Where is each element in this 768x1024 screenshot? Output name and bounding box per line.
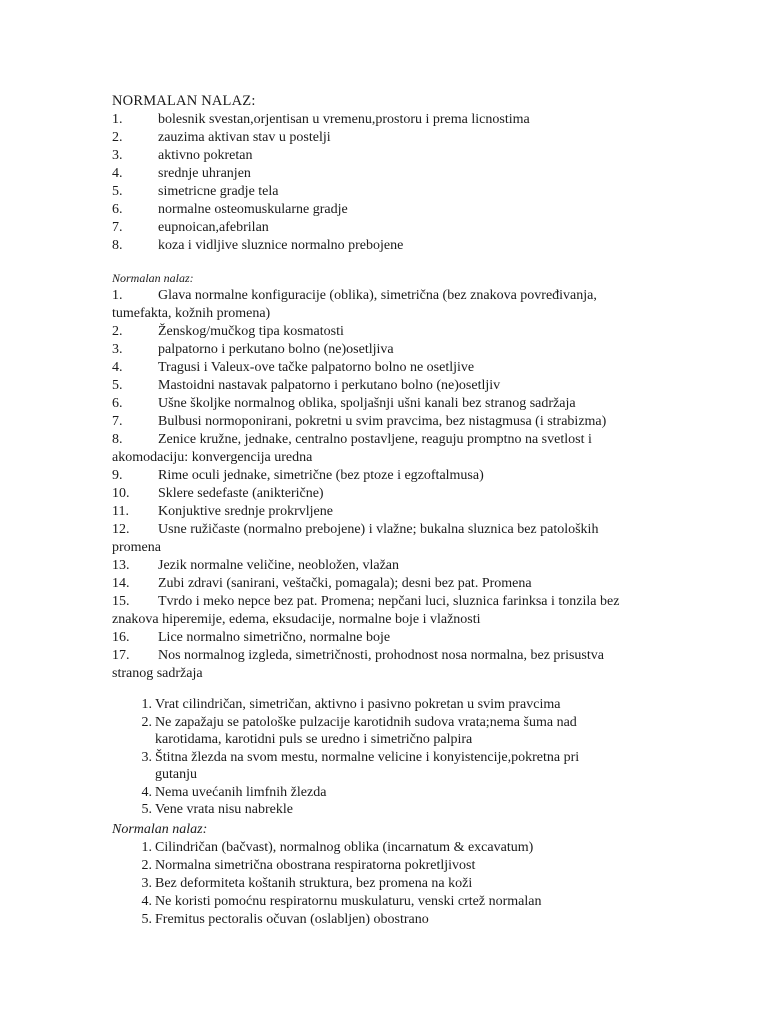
list-item: 2. Ne zapažaju se patološke pulzacije karotidnih sudova vrata;nema šuma nad karotidama, karotidni puls se uredno i simetrično palpira: [141, 714, 577, 747]
list-item: 3. aktivno pokretan: [112, 148, 253, 163]
list-item: 4. Tragusi i Valeux-ove tačke palpatorno bolno ne osetljive: [112, 360, 475, 375]
section2-list: [112, 287, 619, 683]
list-item: 5. Mastoidni nastavak palpatorno i perkutano bolno (ne)osetljiv: [112, 378, 501, 393]
list-item: 9. Rime oculi jednake, simetrične (bez ptoze i egzoftalmusa): [112, 468, 484, 483]
section4-heading: Normalan nalaz:: [112, 822, 208, 837]
list-item: 13. Jezik normalne veličine, neobložen, vlažan: [112, 558, 400, 573]
list-item: 6. normalne osteomuskularne gradje: [112, 202, 348, 217]
list-item: 4. Ne koristi pomoćnu respiratornu muskulaturu, venski crtež normalan: [141, 894, 542, 909]
list-item: 1. bolesnik svestan,orjentisan u vremenu,prostoru i prema licnostima: [112, 112, 530, 127]
list-item: 6. Ušne školjke normalnog oblika, spoljašnji ušni kanali bez stranog sadržaja: [112, 396, 576, 411]
list-item: 8. Zenice kružne, jednake, centralno postavljene, reaguju promptno na svetlost i akomodaciju: konvergencija uredna: [112, 432, 592, 465]
list-item: 7. Bulbusi normoponirani, pokretni u svim pravcima, bez nistagmusa (i strabizma): [112, 414, 607, 429]
section1-list: [112, 111, 530, 255]
list-item: 3. Štitna žlezda na svom mestu, normalne velicine i konyistencije,pokretna pri gutanju: [141, 749, 580, 782]
list-item: 2. zauzima aktivan stav u postelji: [112, 130, 331, 145]
list-item: 2. Ženskog/mučkog tipa kosmatosti: [112, 324, 344, 339]
list-item: 11. Konjuktive srednje prokrvljene: [112, 504, 333, 519]
list-item: 3. palpatorno i perkutano bolno (ne)osetljiva: [112, 342, 394, 357]
section1-heading: NORMALAN NALAZ:: [112, 93, 256, 109]
list-item: 7. eupnoican,afebrilan: [112, 220, 269, 235]
section3-list: [112, 696, 579, 819]
list-item: 1. Cilindričan (bačvast), normalnog oblika (incarnatum & excavatum): [141, 840, 534, 855]
list-item: 3. Bez deformiteta koštanih struktura, bez promena na koži: [141, 876, 473, 891]
section4-list: [112, 839, 541, 929]
list-item: 4. srednje uhranjen: [112, 166, 251, 181]
list-item: 15. Tvrdo i meko nepce bez pat. Promena; nepčani luci, sluznica farinksa i tonzila bez znakova hiperemije, edema, eksudacije, normalne boje i vlažnosti: [112, 594, 620, 627]
list-item: 4. Nema uvećanih limfnih žlezda: [141, 784, 327, 800]
list-item: 10. Sklere sedefaste (anikterične): [112, 486, 324, 501]
list-item: 5. Vene vrata nisu nabrekle: [141, 802, 293, 817]
list-item: 17. Nos normalnog izgleda, simetričnosti, prohodnost nosa normalna, bez prisustva stranog sadržaja: [112, 648, 604, 681]
list-item: 8. koza i vidljive sluznice normalno prebojene: [112, 238, 404, 253]
list-item: 1. Vrat cilindričan, simetričan, aktivno i pasivno pokretan u svim pravcima: [141, 697, 561, 712]
list-item: 5. simetricne gradje tela: [112, 184, 279, 199]
section2-heading: Normalan nalaz:: [112, 271, 194, 285]
list-item: 1. Glava normalne konfiguracije (oblika), simetrična (bez znakova povređivanja, tumefakta, kožnih promena): [112, 288, 597, 321]
list-item: 5. Fremitus pectoralis očuvan (oslabljen) obostrano: [141, 912, 429, 927]
list-item: 16. Lice normalno simetrično, normalne boje: [112, 630, 391, 645]
list-item: 2. Normalna simetrična obostrana respiratorna pokretljivost: [141, 858, 476, 873]
list-item: 14. Zubi zdravi (sanirani, veštački, pomagala); desni bez pat. Promena: [112, 576, 532, 591]
list-item: 12. Usne ružičaste (normalno prebojene) i vlažne; bukalna sluznica bez patoloških promena: [112, 522, 599, 555]
